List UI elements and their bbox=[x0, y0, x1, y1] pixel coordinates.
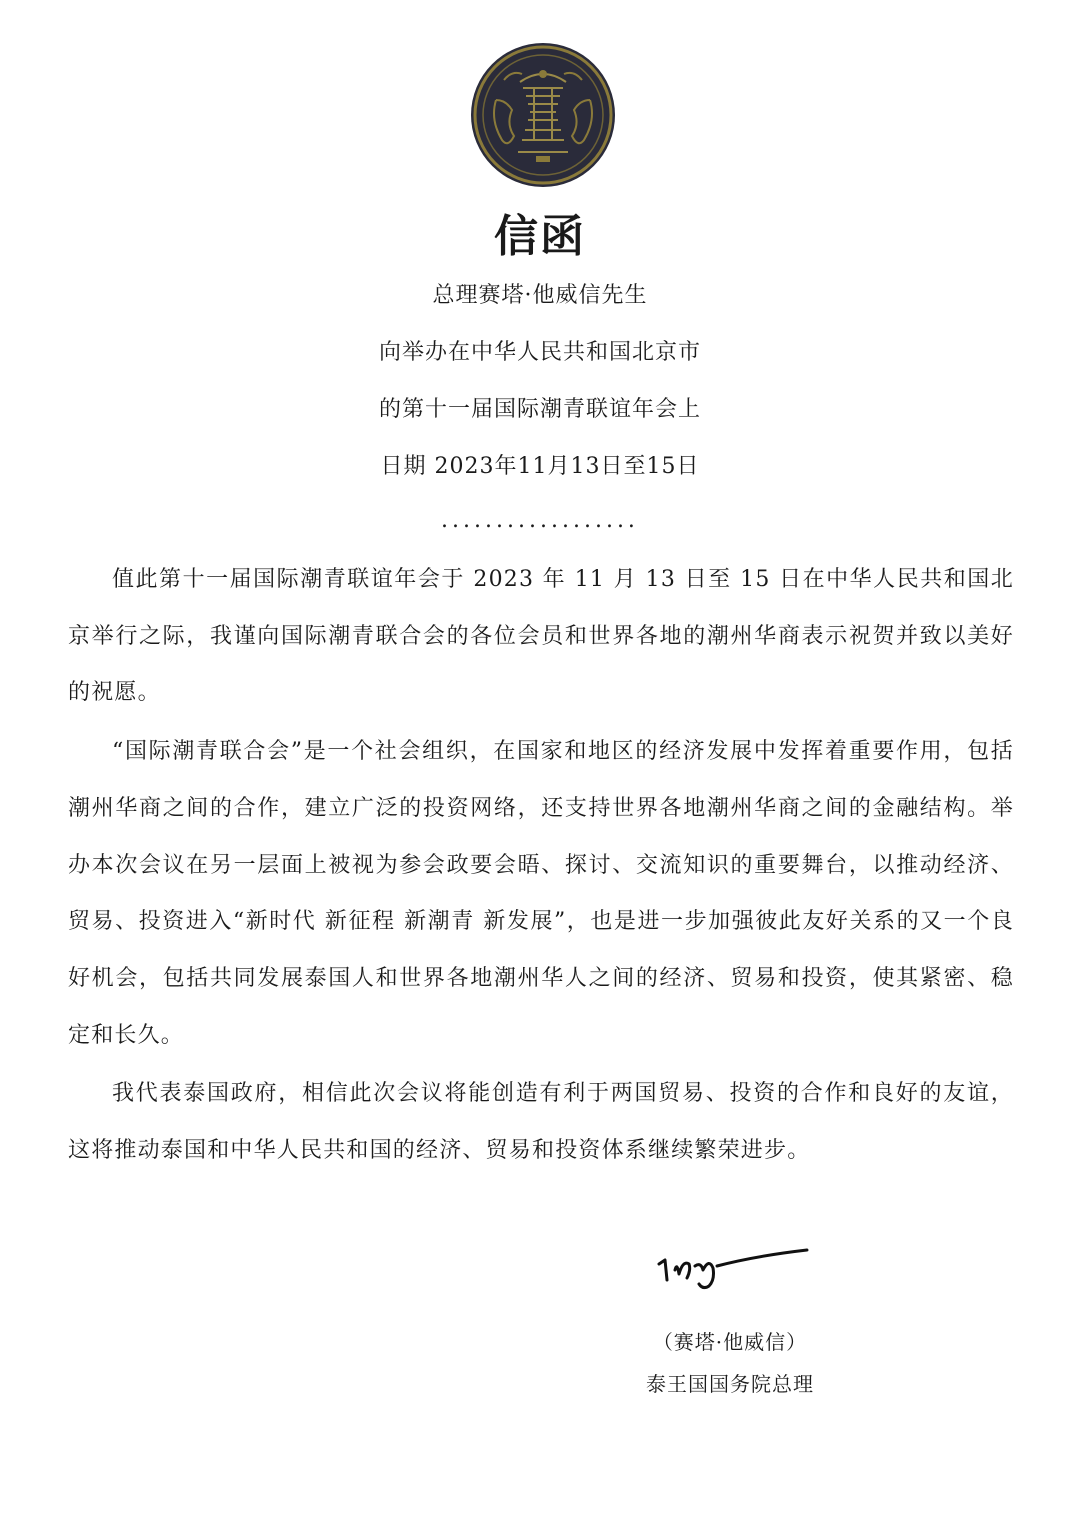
event-name-line: 的第十一届国际潮青联谊年会上 bbox=[378, 397, 701, 422]
event-date-line: 日期 2023年11月13日至15日 bbox=[380, 454, 700, 479]
government-seal-emblem bbox=[468, 40, 618, 190]
paragraph-greeting: 值此第十一届国际潮青联谊年会于 2023 年 11 月 13 日至 15 日在中华人民共和国北京举行之际，我谨向国际潮青联合会的各位会员和世界各地的潮州华商表示祝贺并致以美好的祝愿。 bbox=[68, 567, 1014, 706]
signatory-name: （赛塔·他威信） bbox=[652, 1330, 808, 1354]
signature-icon bbox=[655, 1240, 815, 1300]
separator-dots: .................. bbox=[441, 508, 639, 533]
paragraph-closing: 我代表泰国政府，相信此次会议将能创造有利于两国贸易、投资的合作和良好的友谊，这将推动泰国和中华人民共和国的经济、贸易和投资体系继续繁荣进步。 bbox=[68, 1081, 1014, 1164]
event-location-line: 向举办在中华人民共和国北京市 bbox=[378, 340, 701, 365]
addressee-line: 总理赛塔·他威信先生 bbox=[432, 283, 648, 308]
seal-icon bbox=[468, 40, 618, 190]
paragraph-organization: “国际潮青联合会”是一个社会组织，在国家和地区的经济发展中发挥着重要作用，包括潮州华商之间的合作，建立广泛的投资网络，还支持世界各地潮州华商之间的金融结构。举办本次会议在另一层面上被视为参会政要会晤、探讨、交流知识的重要舞台，以推动经济、贸易、投资进入“新时代 新征程 新潮青 新发展”，也是进一步加强彼此友好关系的又一个良好机会，包括共同发展泰国人和世界各地潮州华人之间的经济、贸易和投资，使其紧密、稳定和长久。 bbox=[68, 739, 1014, 1048]
handwritten-signature bbox=[655, 1240, 815, 1300]
letter-body bbox=[68, 552, 1014, 1182]
letter-title: 信函 bbox=[494, 211, 586, 262]
signatory-title: 泰王国国务院总理 bbox=[646, 1372, 814, 1396]
